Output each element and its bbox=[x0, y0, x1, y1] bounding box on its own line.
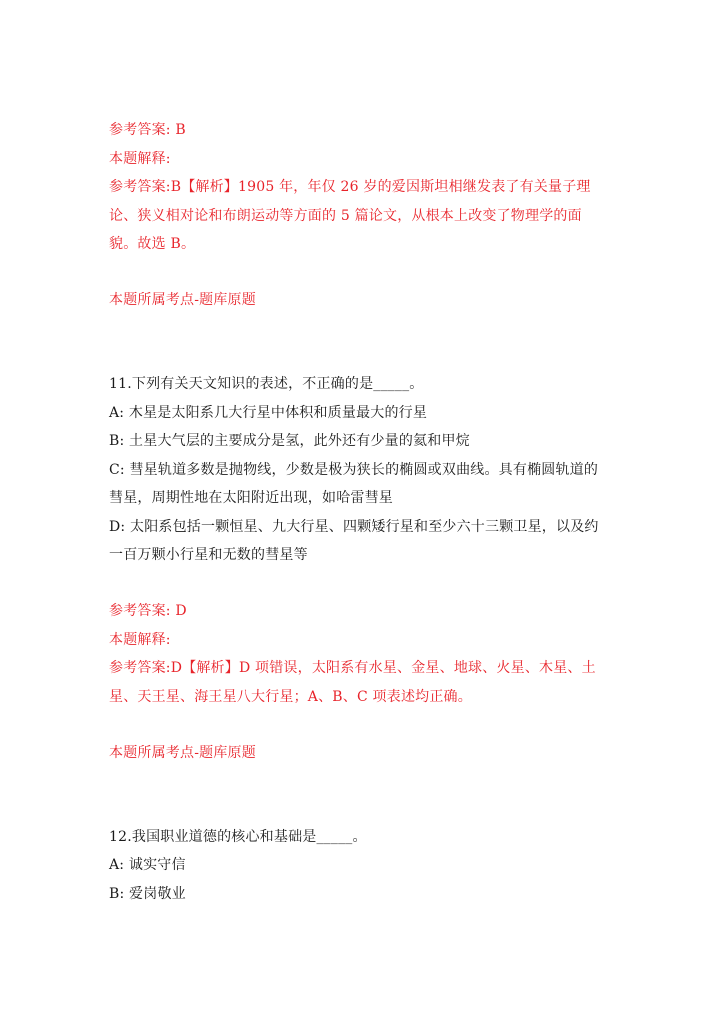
q11-option-b: B: 土星大气层的主要成分是氢，此外还有少量的氦和甲烷 bbox=[109, 433, 470, 449]
prev-source: 本题所属考点-题库原题 bbox=[109, 292, 256, 308]
prev-explain-line: 参考答案:B【解析】1905 年，年仅 26 岁的爱因斯坦相继发表了有关量子理 bbox=[109, 179, 591, 195]
q12-option-b: B: 爱岗敬业 bbox=[109, 886, 186, 902]
q11-option-c-cont: 彗星，周期性地在太阳附近出现，如哈雷彗星 bbox=[109, 490, 393, 506]
q11-answer: 参考答案: D bbox=[109, 603, 187, 619]
prev-explain-label: 本题解释: bbox=[109, 151, 171, 167]
q11-option-d: D: 太阳系包括一颗恒星、九大行星、四颗矮行星和至少六十三颗卫星，以及约 bbox=[109, 519, 599, 535]
prev-explain-line: 论、狭义相对论和布朗运动等方面的 5 篇论文，从根本上改变了物理学的面 bbox=[109, 208, 582, 224]
q11-explain-label: 本题解释: bbox=[109, 632, 171, 648]
q11-option-d-cont: 一百万颗小行星和无数的彗星等 bbox=[109, 547, 308, 563]
prev-explain-line: 貌。故选 B。 bbox=[109, 236, 196, 252]
q12-option-a: A: 诚实守信 bbox=[109, 857, 186, 873]
q11-source: 本题所属考点-题库原题 bbox=[109, 745, 256, 761]
q11-option-a: A: 木星是太阳系几大行星中体积和质量最大的行星 bbox=[109, 405, 428, 421]
q11-question: 11.下列有关天文知识的表述，不正确的是_____。 bbox=[109, 376, 424, 392]
q11-option-c: C: 彗星轨道多数是抛物线，少数是极为狭长的椭圆或双曲线。具有椭圆轨道的 bbox=[109, 462, 599, 478]
prev-answer: 参考答案: B bbox=[109, 122, 186, 138]
q12-question: 12.我国职业道德的核心和基础是_____。 bbox=[109, 829, 367, 845]
q11-explain-line: 星、天王星、海王星八大行星；A、B、C 项表述均正确。 bbox=[109, 689, 472, 705]
q11-explain-line: 参考答案:D【解析】D 项错误，太阳系有水星、金星、地球、火星、木星、土 bbox=[109, 660, 596, 676]
